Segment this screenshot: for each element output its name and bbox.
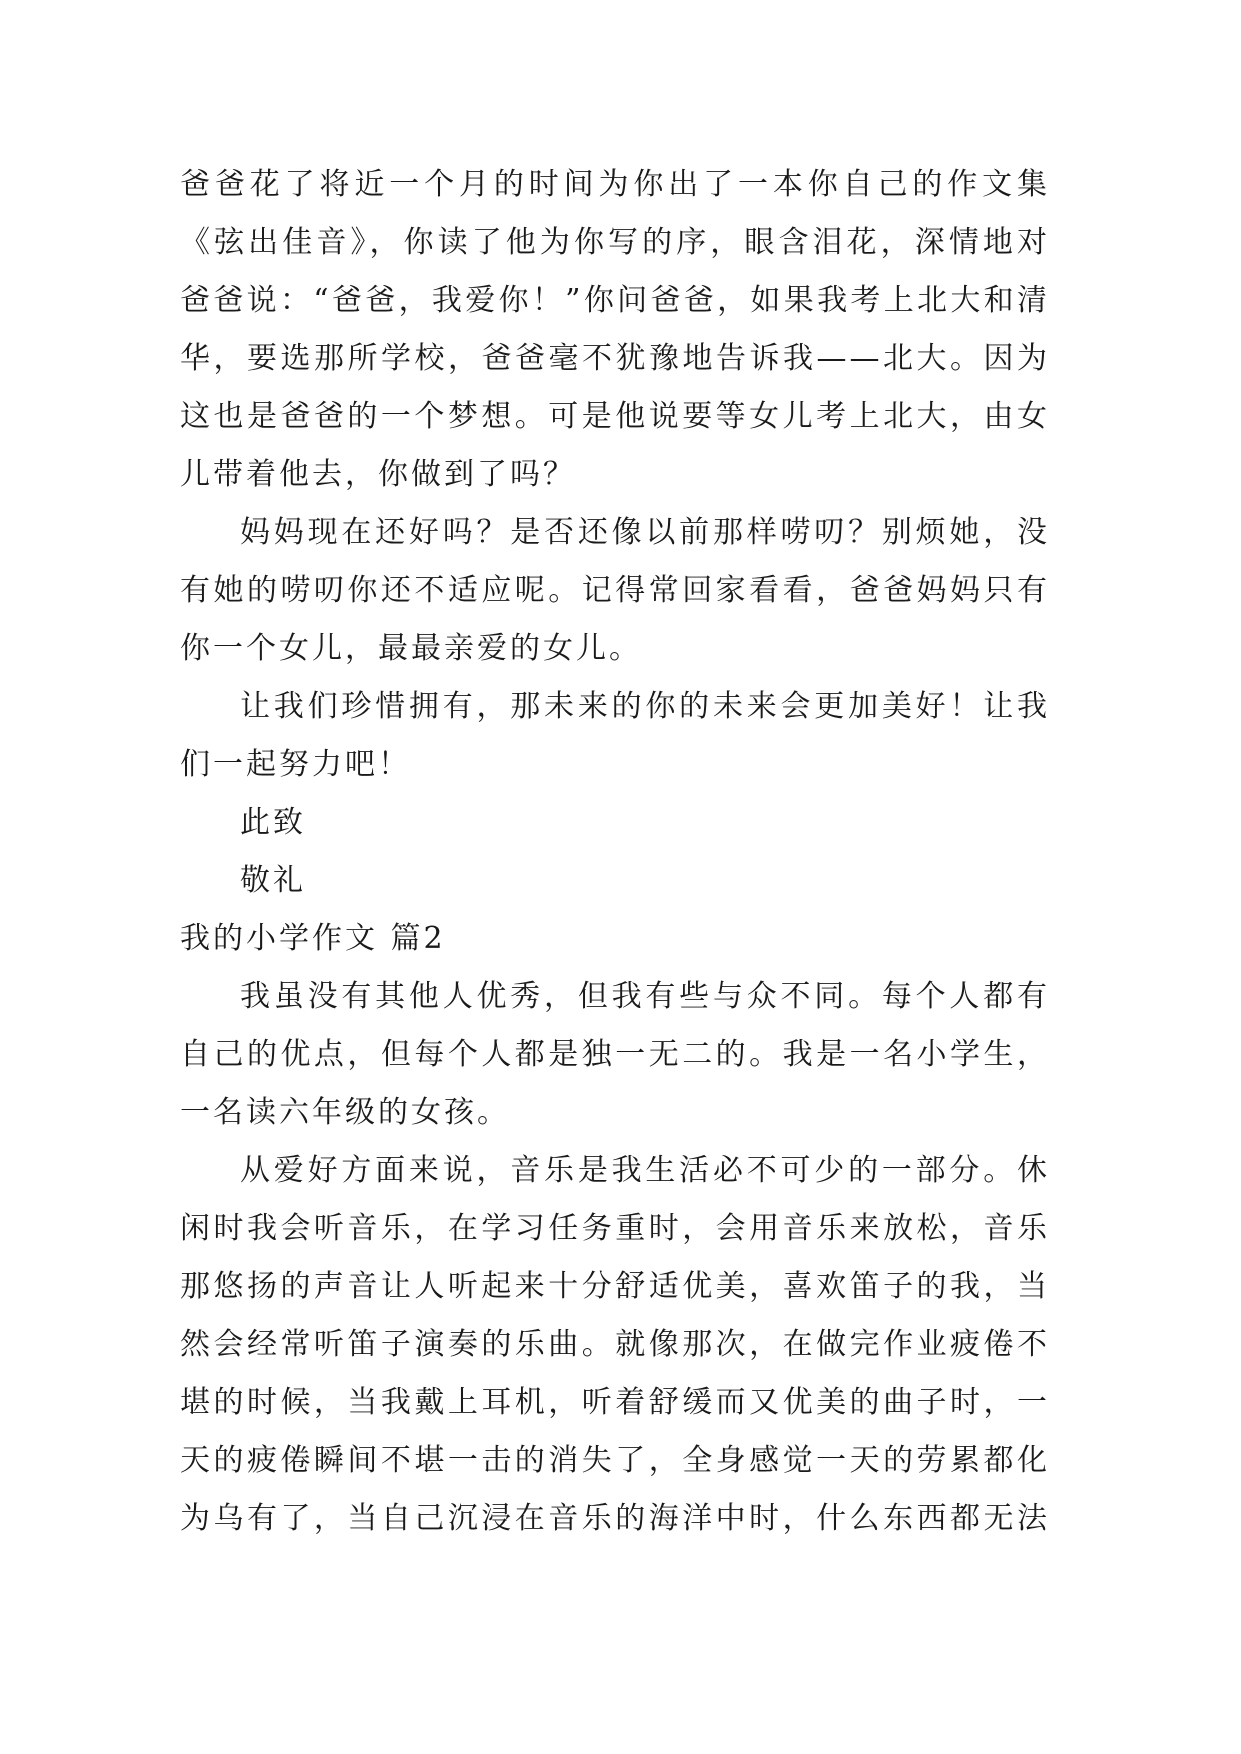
text-line: 让我们珍惜拥有，那未来的你的未来会更加美好！让我 — [240, 689, 1050, 724]
text-line: 从爱好方面来说，音乐是我生活必不可少的一部分。休 — [240, 1153, 1050, 1188]
text-line: 那悠扬的声音让人听起来十分舒适优美，喜欢笛子的我，当 — [180, 1269, 1050, 1304]
paragraph-letter-continuation — [180, 156, 1050, 504]
closing-line: 敬礼 — [240, 863, 306, 898]
paragraph-self-intro — [180, 968, 1050, 1142]
paragraph-mother — [180, 504, 1050, 678]
closing-line: 此致 — [240, 805, 306, 840]
text-line: 有她的唠叨你还不适应呢。记得常回家看看，爸爸妈妈只有 — [180, 573, 1050, 608]
text-line: 们一起努力吧！ — [180, 747, 411, 782]
text-line: 《弦出佳音》，你读了他为你写的序，眼含泪花，深情地对 — [180, 225, 1050, 260]
text-line: 华，要选那所学校，爸爸毫不犹豫地告诉我——北大。因为 — [180, 341, 1050, 376]
text-line: 你一个女儿，最最亲爱的女儿。 — [180, 631, 642, 666]
letter-closing — [180, 794, 1050, 910]
text-line: 一名读六年级的女孩。 — [180, 1095, 510, 1130]
paragraph-music — [180, 1142, 1050, 1548]
text-line: 爸爸花了将近一个月的时间为你出了一本你自己的作文集 — [180, 167, 1050, 202]
text-line: 天的疲倦瞬间不堪一击的消失了，全身感觉一天的劳累都化 — [180, 1443, 1050, 1478]
text-line: 妈妈现在还好吗？是否还像以前那样唠叨？别烦她，没 — [240, 515, 1050, 550]
text-line: 这也是爸爸的一个梦想。可是他说要等女儿考上北大，由女 — [180, 399, 1050, 434]
document-body — [180, 156, 1050, 1548]
text-line: 然会经常听笛子演奏的乐曲。就像那次，在做完作业疲倦不 — [180, 1327, 1050, 1362]
text-line: 自己的优点，但每个人都是独一无二的。我是一名小学生， — [180, 1037, 1050, 1072]
text-line: 闲时我会听音乐，在学习任务重时，会用音乐来放松，音乐 — [180, 1211, 1050, 1246]
text-line: 堪的时候，当我戴上耳机，听着舒缓而又优美的曲子时，一 — [180, 1385, 1050, 1420]
text-line: 爸爸说：“爸爸，我爱你！”你问爸爸，如果我考上北大和清 — [180, 283, 1050, 318]
text-line: 我虽没有其他人优秀，但我有些与众不同。每个人都有 — [240, 979, 1050, 1014]
text-line: 为乌有了，当自己沉浸在音乐的海洋中时，什么东西都无法 — [180, 1501, 1050, 1536]
section-title: 我的小学作文 篇2 — [180, 921, 446, 956]
paragraph-cherish — [180, 678, 1050, 794]
text-line: 儿带着他去，你做到了吗？ — [180, 457, 576, 492]
